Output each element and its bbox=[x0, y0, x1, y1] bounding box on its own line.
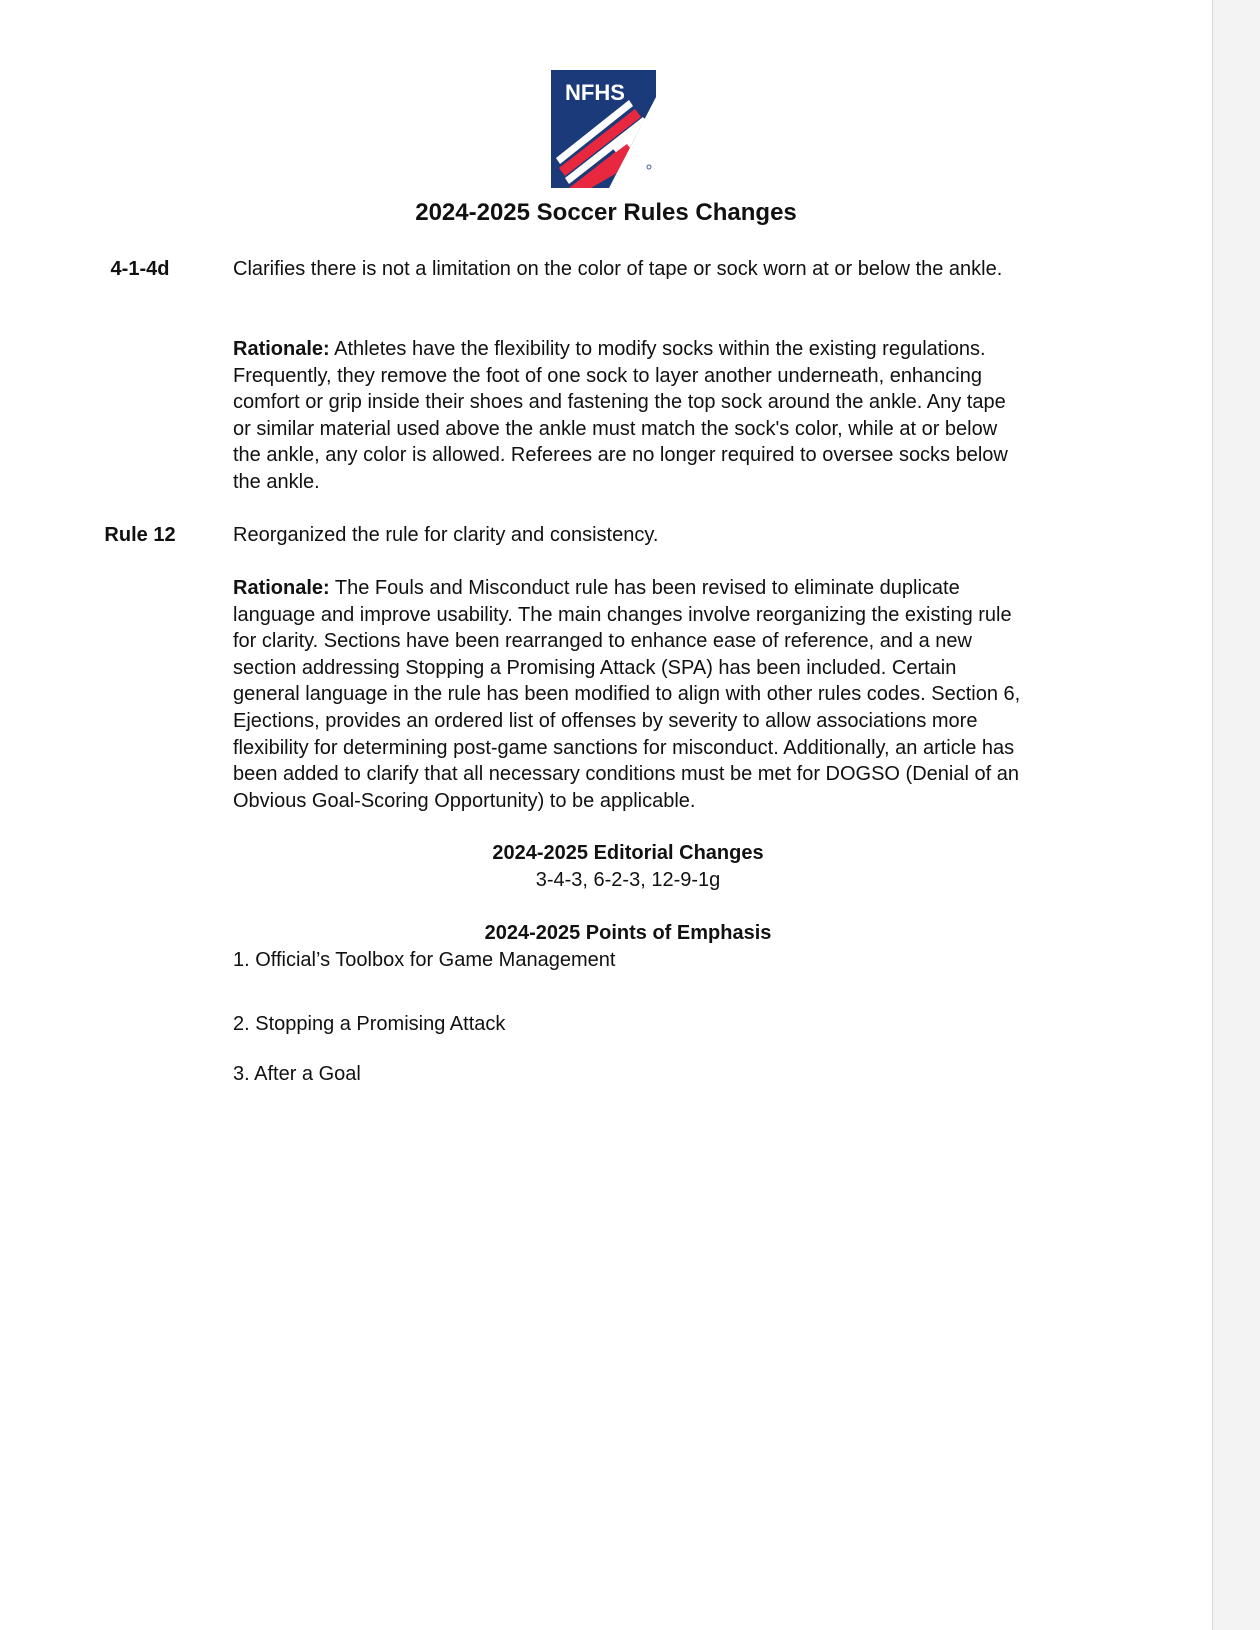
logo-text: NFHS bbox=[565, 80, 625, 105]
rule-rationale-4-1-4d bbox=[233, 336, 1023, 496]
rationale-text: Athletes have the flexibility to modify socks within the existing regulations. Frequently, they remove the foot of one sock to layer another underneath, enhancing comfort or grip inside their shoes and fastening the top sock around the ankle. Any tape or similar material used above the ankle must match the sock's color, while at or below the ankle, any color is allowed. Referees are no longer required to oversee socks below the ankle. bbox=[233, 338, 1008, 493]
rationale-label: Rationale: bbox=[233, 338, 330, 360]
viewer-background bbox=[1212, 0, 1260, 1630]
rule-label-rule-12: Rule 12 bbox=[104, 524, 176, 546]
editorial-changes-list: 3-4-3, 6-2-3, 12-9-1g bbox=[535, 869, 721, 891]
nfhs-shield-icon bbox=[551, 70, 656, 188]
points-of-emphasis-heading: 2024-2025 Points of Emphasis bbox=[484, 922, 772, 944]
rule-rationale-rule-12 bbox=[233, 575, 1023, 814]
rule-label-4-1-4d: 4-1-4d bbox=[110, 258, 170, 280]
rule-summary-rule-12: Reorganized the rule for clarity and consistency. bbox=[233, 524, 659, 546]
rule-summary-4-1-4d: Clarifies there is not a limitation on the color of tape or sock worn at or below the ankle. bbox=[233, 258, 1003, 280]
rationale-label: Rationale: bbox=[233, 577, 330, 599]
emphasis-item: 2. Stopping a Promising Attack bbox=[233, 1013, 506, 1035]
document-title: 2024-2025 Soccer Rules Changes bbox=[415, 199, 797, 226]
emphasis-item: 1. Official’s Toolbox for Game Management bbox=[233, 949, 616, 971]
editorial-changes-heading: 2024-2025 Editorial Changes bbox=[492, 842, 764, 864]
nfhs-logo bbox=[551, 70, 656, 188]
rationale-text: The Fouls and Misconduct rule has been revised to eliminate duplicate language and improve usability. The main changes involve reorganizing the existing rule for clarity. Sections have been rearranged to enhance ease of reference, and a new section addressing Stopping a Promising Attack (SPA) has been included. Certain general language in the rule has been modified to align with other rules codes. Section 6, Ejections, provides an ordered list of offenses by severity to allow associations more flexibility for determining post-game sanctions for misconduct. Additionally, an article has been added to clarify that all necessary conditions must be met for DOGSO (Denial of an Obvious Goal-Scoring Opportunity) to be applicable. bbox=[233, 577, 1021, 812]
emphasis-item: 3. After a Goal bbox=[233, 1063, 361, 1085]
